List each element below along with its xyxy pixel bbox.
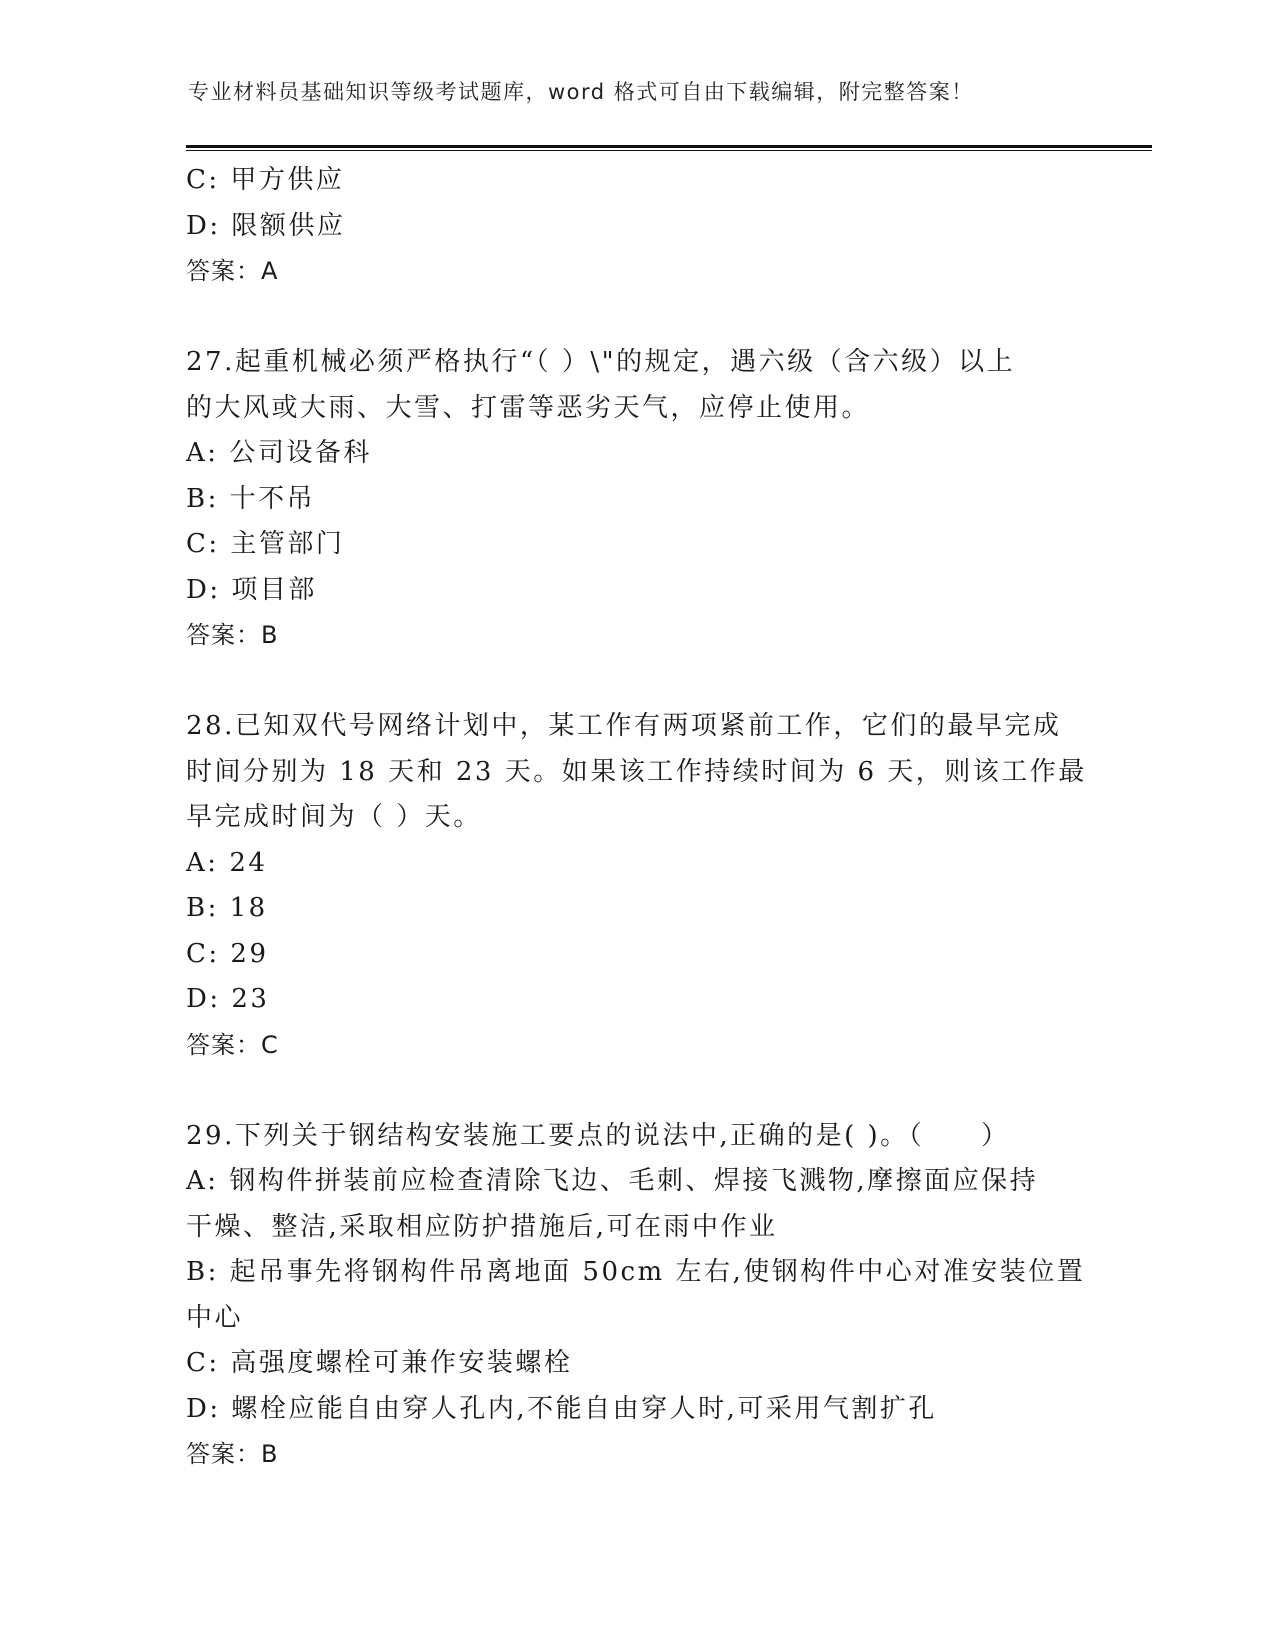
option-d: D: 23 xyxy=(186,984,270,1014)
option-a: A: 公司设备科 xyxy=(186,438,372,468)
option-b: B: 18 xyxy=(186,893,268,923)
page-header: 专业材料员基础知识等级考试题库，word 格式可自由下载编辑，附完整答案！ xyxy=(188,80,974,104)
option-b-continued: 中心 xyxy=(186,1302,244,1333)
option-a: A: 钢构件拼装前应检查清除飞边、毛刺、焊接飞溅物,摩擦面应保持 xyxy=(186,1166,1039,1196)
option-c: C: 29 xyxy=(186,938,269,969)
question-stem: 28.已知双代号网络计划中，某工作有两项紧前工作，它们的最早完成 xyxy=(186,711,1062,741)
answer: 答案：B xyxy=(186,1440,279,1468)
answer: 答案：A xyxy=(186,257,279,285)
spacer xyxy=(186,1068,1086,1114)
option-a: A: 24 xyxy=(186,847,268,878)
option-c: C: 甲方供应 xyxy=(186,165,345,195)
option-d: D: 项目部 xyxy=(186,574,317,605)
question-stem: 早完成时间为（ ）天。 xyxy=(186,802,482,832)
header-rule-thick xyxy=(186,145,1152,148)
option-b: B: 起吊事先将钢构件吊离地面 50cm 左右,使钢构件中心对准安装位置 xyxy=(186,1257,1086,1287)
option-d: D: 螺栓应能自由穿人孔内,不能自由穿人时,可采用气割扩孔 xyxy=(186,1393,937,1424)
option-b: B: 十不吊 xyxy=(186,483,316,514)
header-rule-thin xyxy=(186,150,1152,151)
answer: 答案：B xyxy=(186,621,279,649)
question-stem: 的大风或大雨、大雪、打雷等恶劣天气，应停止使用。 xyxy=(186,392,871,423)
spacer xyxy=(186,295,1086,341)
question-stem: 27.起重机械必须严格执行“（ ）\"的规定，遇六级（含六级）以上 xyxy=(186,347,1016,377)
option-c: C: 主管部门 xyxy=(186,529,345,559)
option-c: C: 高强度螺栓可兼作安装螺栓 xyxy=(186,1348,573,1378)
option-a-continued: 干燥、整洁,采取相应防护措施后,可在雨中作业 xyxy=(186,1211,778,1242)
option-d: D: 限额供应 xyxy=(186,210,346,241)
spacer xyxy=(186,659,1086,705)
question-content xyxy=(186,158,1086,1478)
answer: 答案：C xyxy=(186,1030,279,1059)
question-stem: 29.下列关于钢结构安装施工要点的说法中,正确的是( )。（ ） xyxy=(186,1120,1010,1151)
question-stem: 时间分别为 18 天和 23 天。如果该工作持续时间为 6 天，则该工作最 xyxy=(186,756,1087,787)
